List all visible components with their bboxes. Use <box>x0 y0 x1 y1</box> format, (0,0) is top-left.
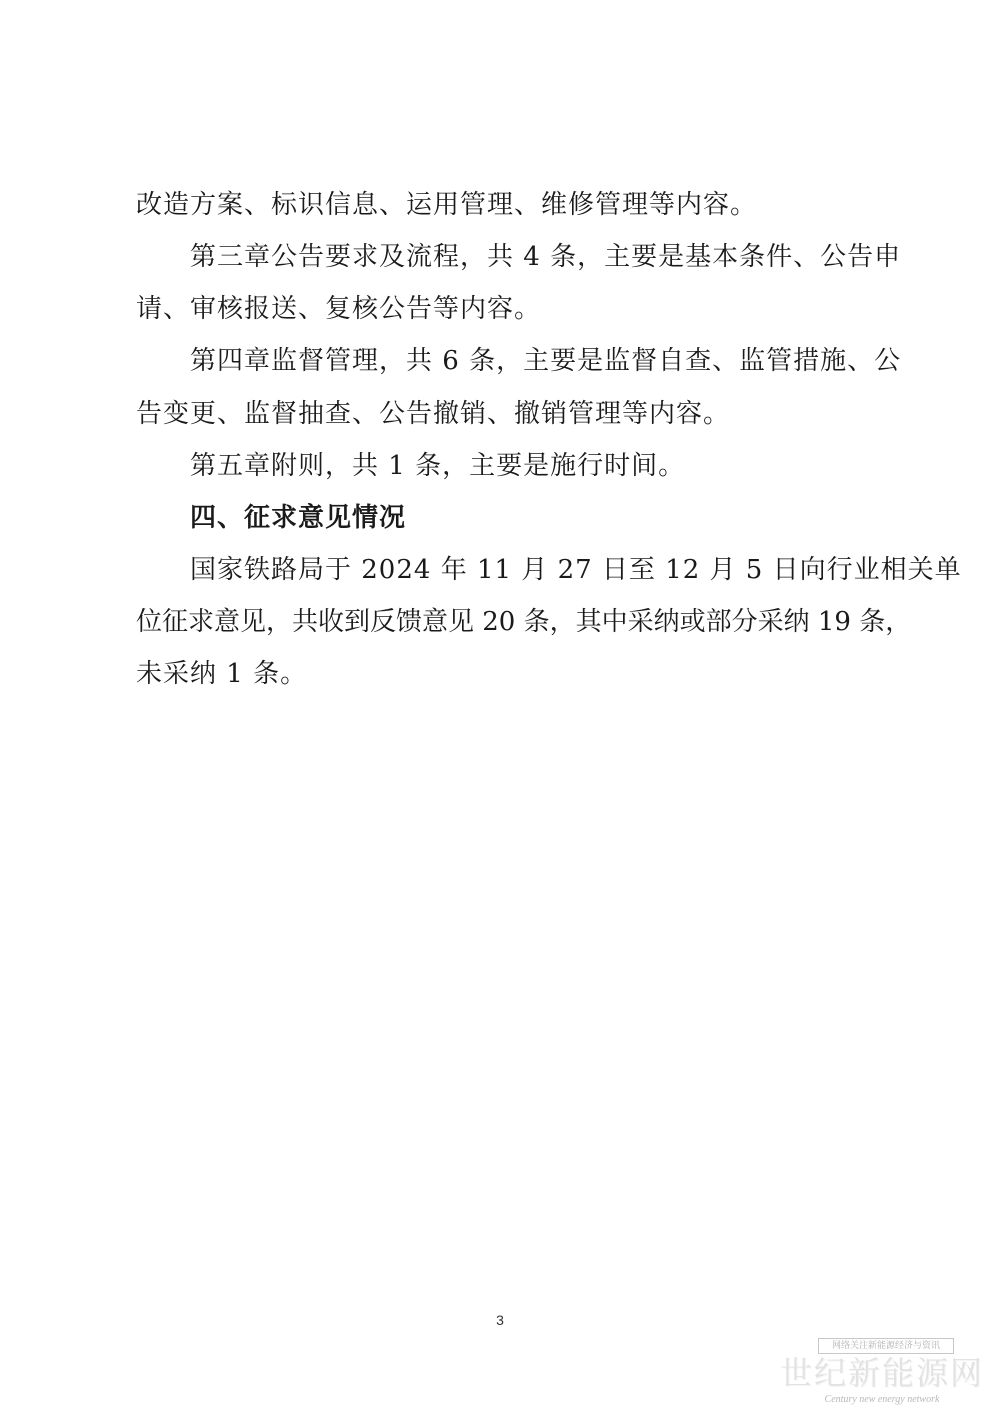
paragraph-line: 国家铁路局于 2024 年 11 月 27 日至 12 月 5 日向行业相关单 <box>190 555 962 585</box>
paragraph-line: 第五章附则，共 1 条，主要是施行时间。 <box>190 451 686 481</box>
watermark-logo <box>772 1338 992 1408</box>
paragraph-line: 位征求意见，共收到反馈意见 20 条，其中采纳或部分采纳 19 条， <box>136 607 912 637</box>
watermark-name: 世纪新能源网 <box>779 1354 984 1392</box>
paragraph-line: 第四章监督管理，共 6 条，主要是监督自查、监管措施、公 <box>190 346 902 376</box>
paragraph-line: 第三章公告要求及流程，共 4 条，主要是基本条件、公告申 <box>190 242 902 272</box>
paragraph-line: 告变更、监督抽查、公告撤销、撤销管理等内容。 <box>136 399 731 429</box>
watermark-english: Century new energy network <box>824 1394 940 1405</box>
paragraph-line: 改造方案、标识信息、运用管理、维修管理等内容。 <box>136 190 758 220</box>
watermark-slogan: 网络关注新能源经济与资讯 <box>818 1338 954 1354</box>
page-number: 3 <box>496 1312 504 1328</box>
paragraph-line: 未采纳 1 条。 <box>136 659 308 689</box>
paragraph-line: 请、审核报送、复核公告等内容。 <box>136 294 542 324</box>
section-heading: 四、征求意见情况 <box>190 503 407 533</box>
